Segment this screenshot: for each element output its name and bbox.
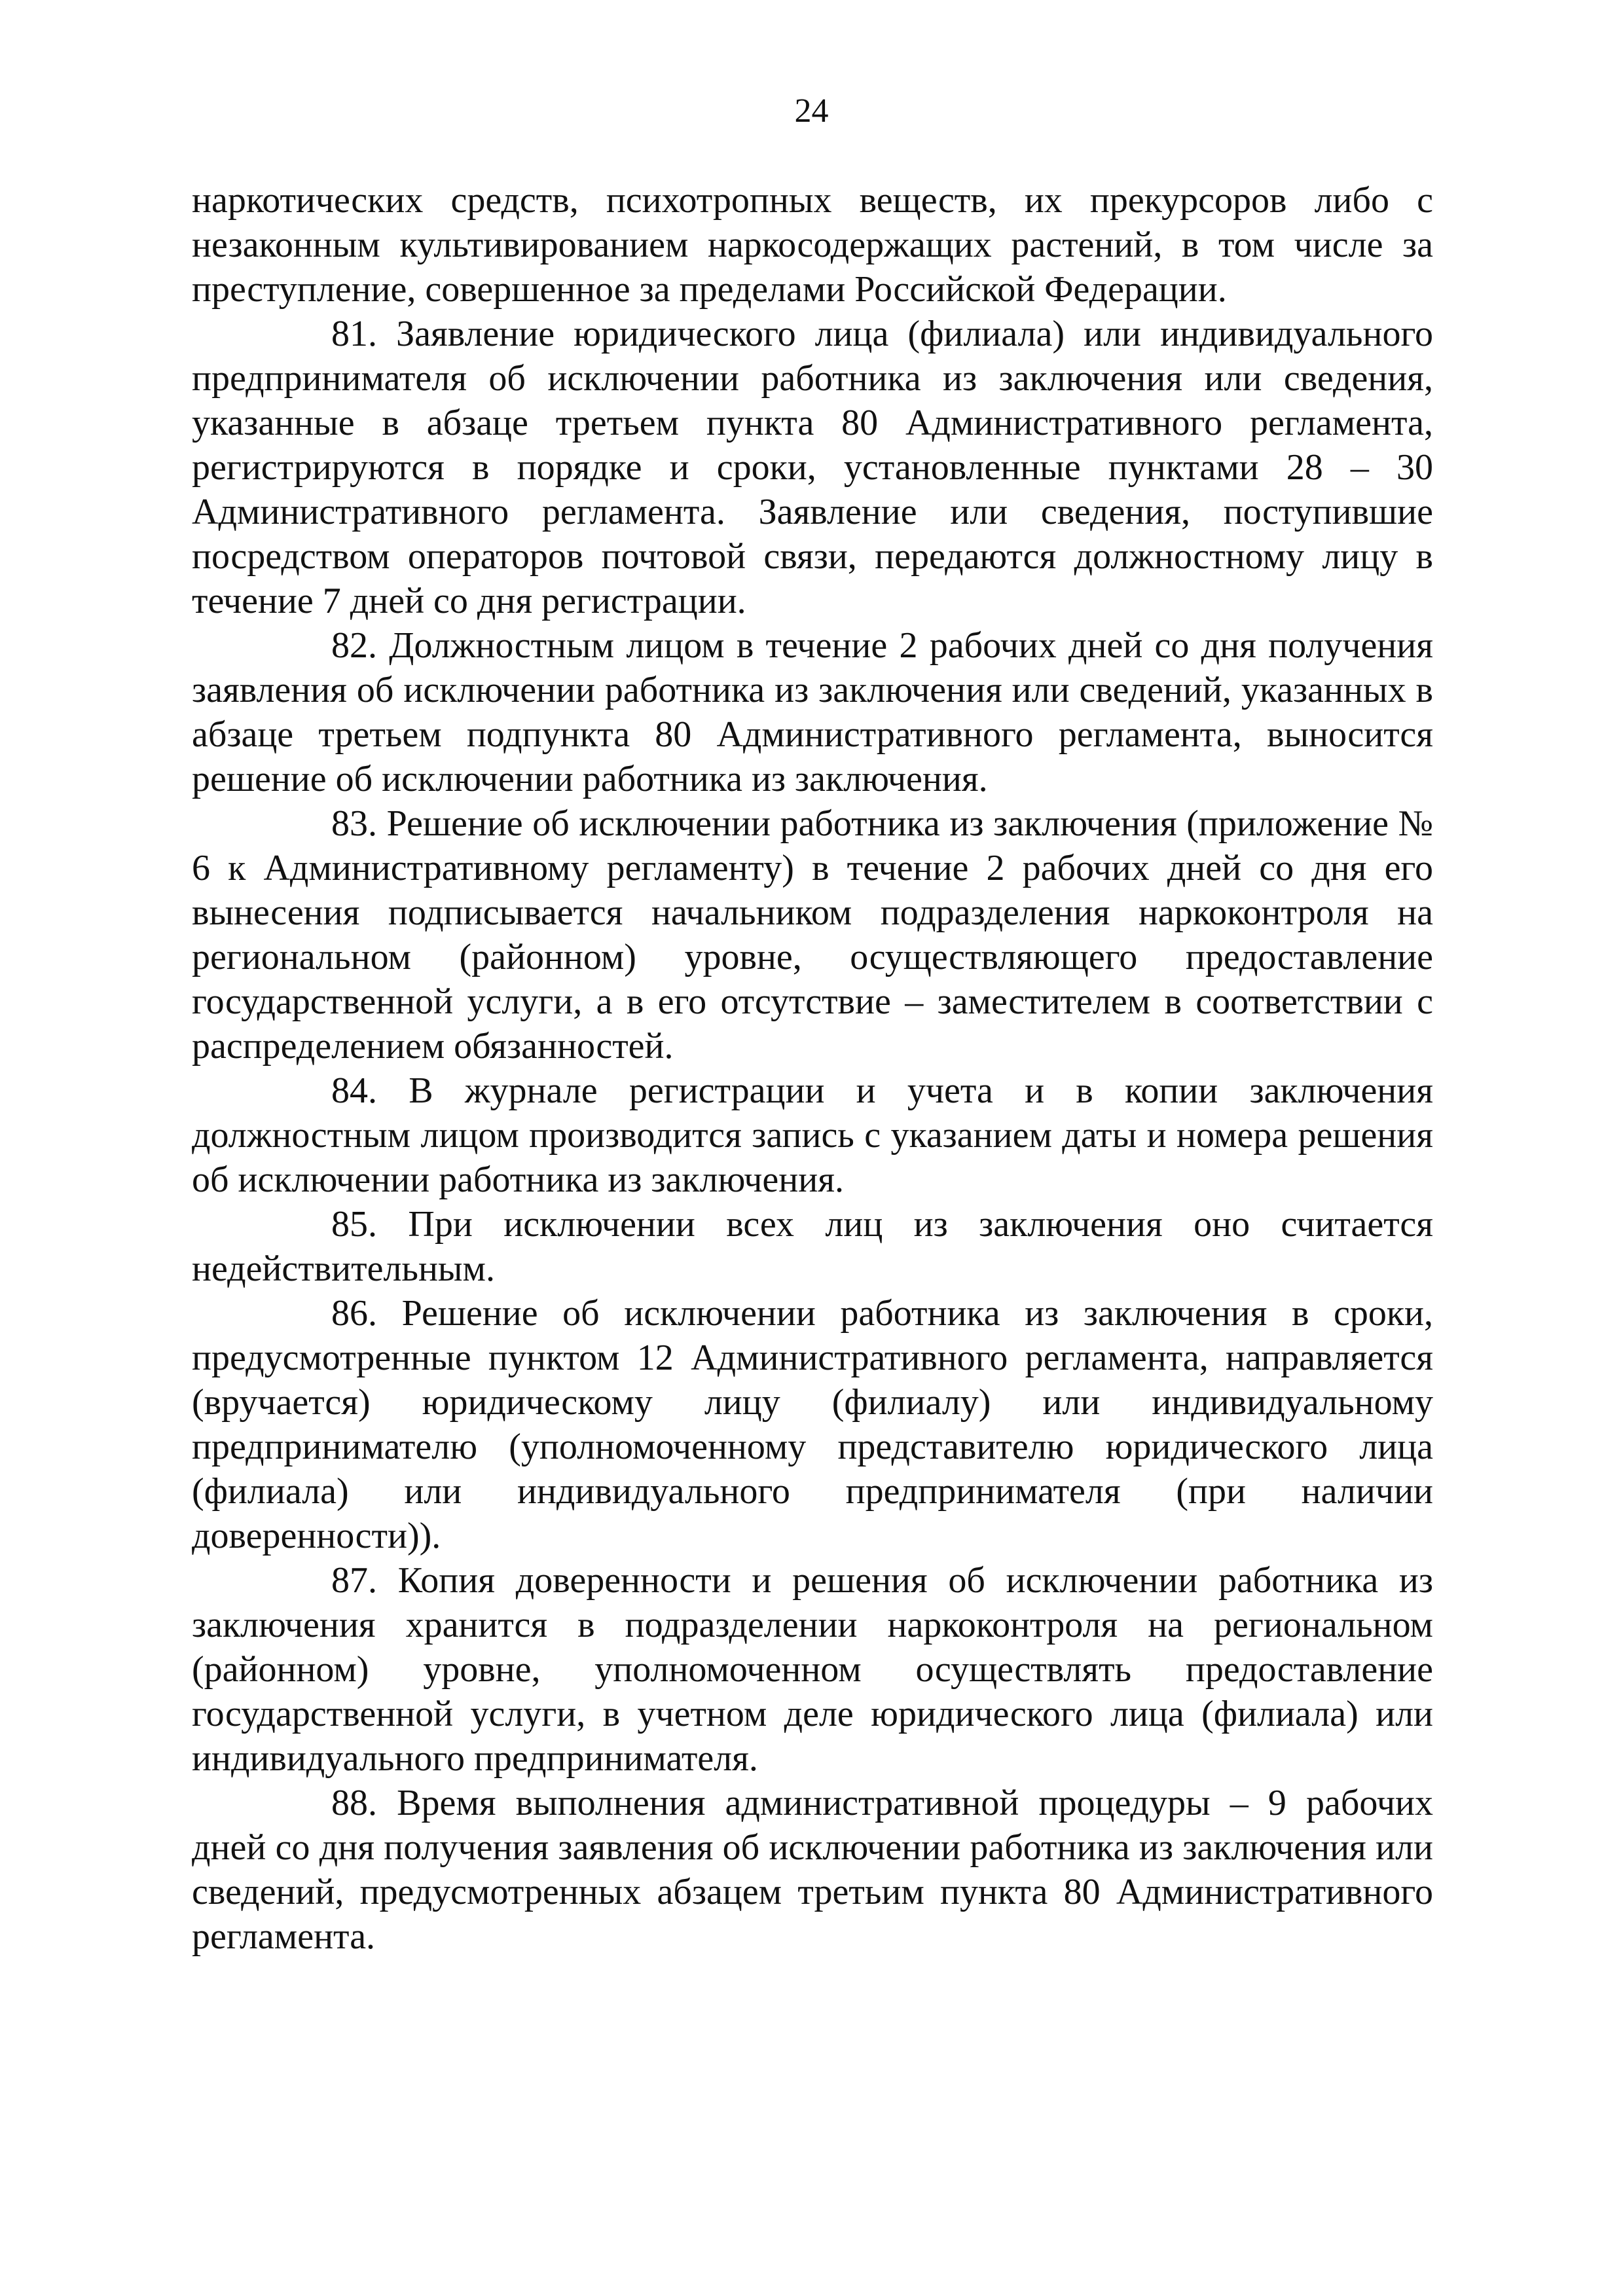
- paragraph-number: 85.: [331, 1204, 377, 1245]
- paragraph-text: Должностным лицом в течение 2 рабочих дней со дня получения заявления об исключении работника из заключения или сведений, указанных в абзаце третьем подпункта 80 Административного регламента, выносится решение об исключении работника из заключения.: [192, 625, 1434, 799]
- page-number: 24: [794, 92, 829, 130]
- paragraph-continuation: [192, 178, 1433, 312]
- paragraph-number: 84.: [331, 1070, 377, 1111]
- paragraph-number: 87.: [331, 1560, 377, 1601]
- paragraph-85: [192, 1202, 1433, 1291]
- paragraph-text: В журнале регистрации и учета и в копии заключения должностным лицом производится запись с указанием даты и номера решения об исключении работника из заключения.: [192, 1070, 1434, 1200]
- paragraph-number: 86.: [331, 1293, 377, 1334]
- paragraph-text: наркотических средств, психотропных веществ, их прекурсоров либо с незаконным культивированием наркосодержащих растений, в том числе за преступление, совершенное за пределами Российской Федерации.: [192, 180, 1433, 310]
- paragraph-number: 88.: [331, 1783, 377, 1823]
- paragraph-text: Копия доверенности и решения об исключении работника из заключения хранится в подразделении наркоконтроля на региональном (районном) уровне, уполномоченном осуществлять предоставление государственной услуги, в учетном деле юридического лица (филиала) или индивидуального предпринимателя.: [192, 1560, 1433, 1779]
- paragraph-81: [192, 312, 1433, 623]
- paragraph-86: [192, 1291, 1433, 1558]
- paragraph-text: При исключении всех лиц из заключения оно считается недействительным.: [192, 1204, 1433, 1289]
- paragraph-text: Решение об исключении работника из заключения в сроки, предусмотренные пунктом 12 Административного регламента, направляется (вручается) юридическому лицу (филиалу) или индивидуальному предпринимателю (уполномоченному представителю юридического лица (филиала) или индивидуального предпринимателя (при наличии доверенности)).: [192, 1293, 1434, 1556]
- paragraph-number: 83.: [331, 803, 377, 844]
- paragraph-84: [192, 1068, 1433, 1202]
- paragraph-text: Решение об исключении работника из заключения (приложение № 6 к Административному регламенту) в течение 2 рабочих дней со дня его вынесения подписывается начальником подразделения наркоконтроля на региональном (районном) уровне, осуществляющего предоставление государственной услуги, а в его отсутствие – заместителем в соответствии с распределением обязанностей.: [192, 803, 1434, 1066]
- paragraph-88: [192, 1781, 1433, 1959]
- document-body: [192, 178, 1433, 1959]
- paragraph-83: [192, 801, 1433, 1068]
- paragraph-text: Время выполнения административной процедуры – 9 рабочих дней со дня получения заявления об исключении работника из заключения или сведений, предусмотренных абзацем третьим пункта 80 Административного регламента.: [192, 1783, 1434, 1957]
- paragraph-87: [192, 1558, 1433, 1781]
- paragraph-number: 82.: [331, 625, 377, 666]
- paragraph-number: 81.: [331, 314, 377, 354]
- paragraph-82: [192, 623, 1433, 801]
- paragraph-text: Заявление юридического лица (филиала) или индивидуального предпринимателя об исключении работника из заключения или сведения, указанные в абзаце третьем пункта 80 Административного регламента, регистрируются в порядке и сроки, установленные пунктами 28 – 30 Административного регламента. Заявление или сведения, поступившие посредством операторов почтовой связи, передаются должностному лицу в течение 7 дней со дня регистрации.: [192, 314, 1434, 621]
